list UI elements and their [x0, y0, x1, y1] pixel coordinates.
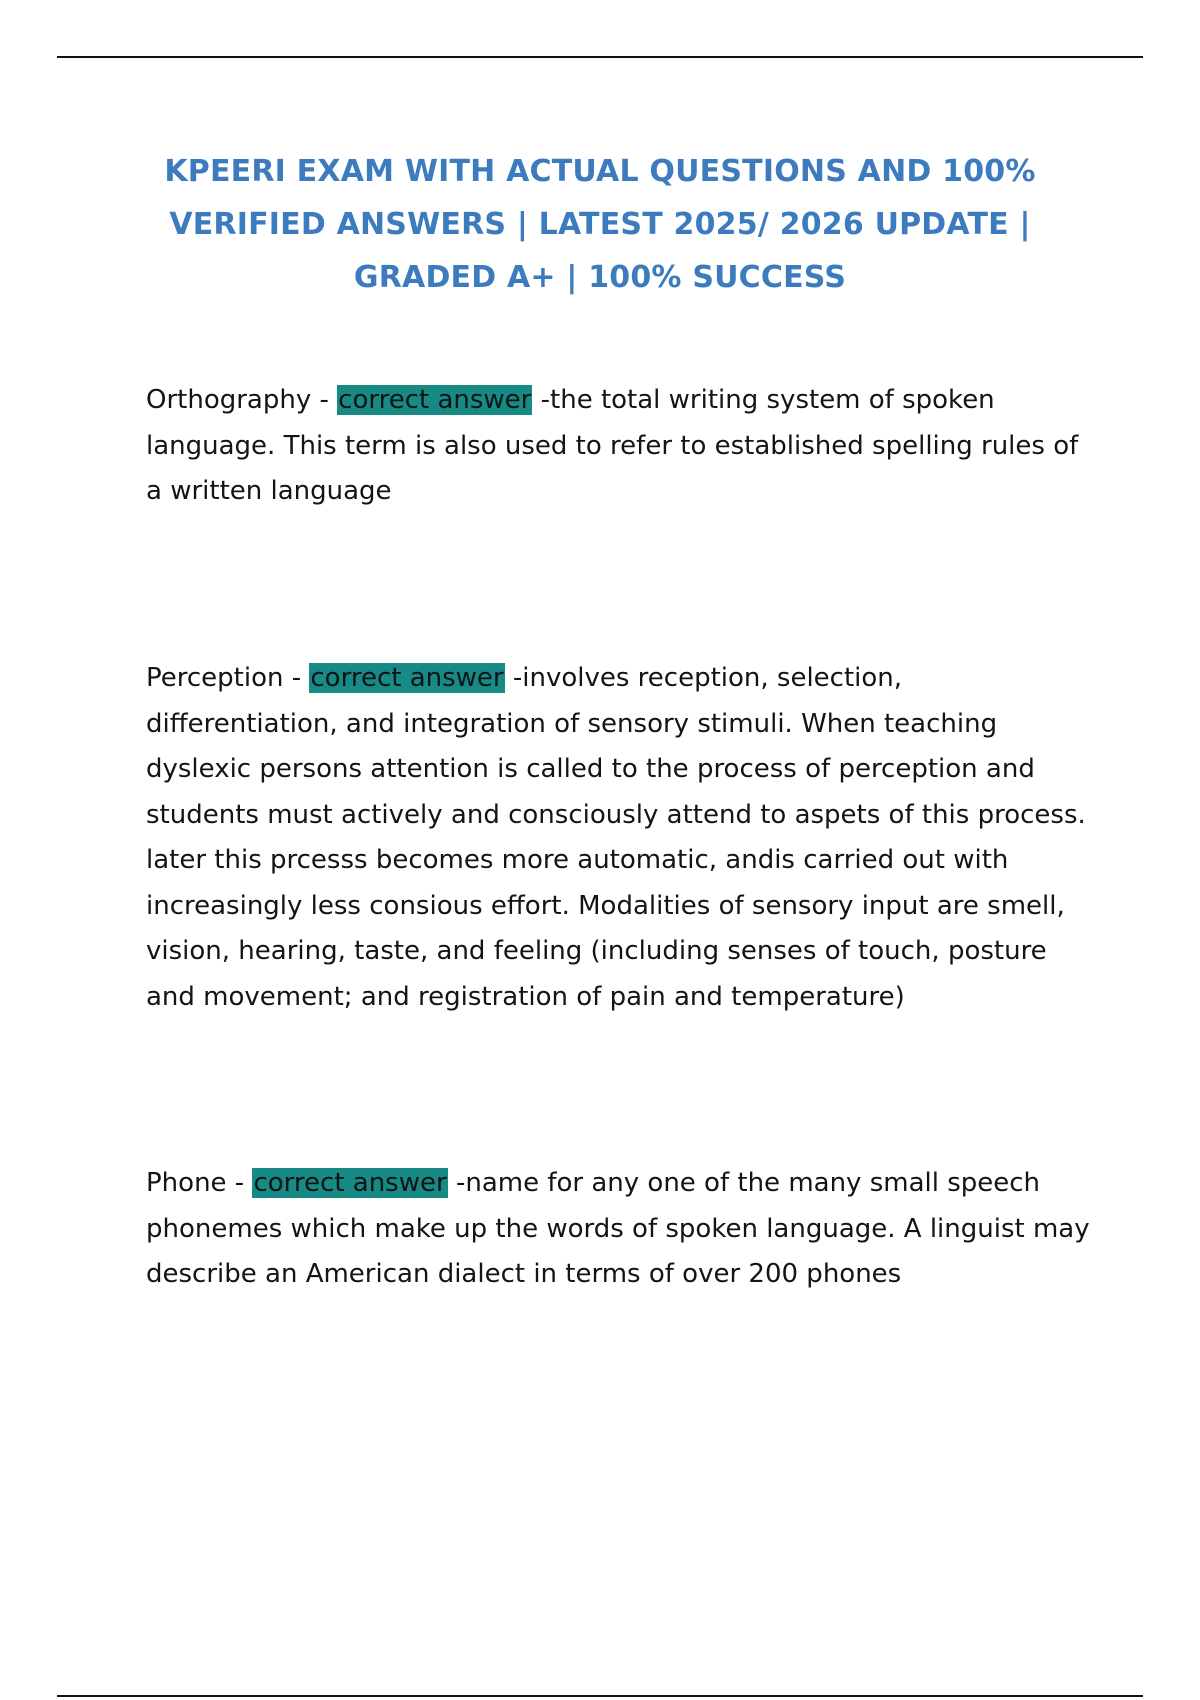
entry-term: Phone	[146, 1168, 227, 1198]
correct-answer-highlight: correct answer	[310, 663, 504, 693]
entry-perception	[146, 656, 1096, 1020]
entry-term: Orthography	[146, 385, 312, 415]
title-line-3: GRADED A+ | 100% SUCCESS	[353, 260, 847, 295]
entry-separator: -	[226, 1168, 253, 1198]
entry-orthography	[146, 378, 1096, 515]
entry-separator: -	[311, 385, 338, 415]
top-rule	[57, 56, 1143, 58]
correct-answer-highlight: correct answer	[253, 1168, 447, 1198]
entry-phone	[146, 1161, 1096, 1298]
entry-definition: -involves reception, selection, differentiation, and integration of sensory stimuli. When teaching dyslexic persons attention is called to the process of perception and students must actively and consciously attend to aspets of this process. later this prcesss becomes more automatic, andis carried out with increasingly less consious effort. Modalities of sensory input are smell, vision, hearing, taste, and feeling (including senses of touch, posture and movement; and registration of pain and temperature)	[146, 663, 1086, 1012]
correct-answer-highlight: correct answer	[338, 385, 532, 415]
document-title	[110, 145, 1090, 304]
bottom-rule	[57, 1695, 1143, 1697]
entry-term: Perception	[146, 663, 284, 693]
title-line-2: VERIFIED ANSWERS | LATEST 2025/ 2026 UPDATE |	[169, 207, 1031, 242]
entry-definition: -name for any one of the many small speech phonemes which make up the words of spoken language. A linguist may describe an American dialect in terms of over 200 phones	[146, 1168, 1090, 1289]
entry-separator: -	[283, 663, 310, 693]
title-line-1: KPEERI EXAM WITH ACTUAL QUESTIONS AND 100%	[164, 154, 1036, 189]
entry-definition: -the total writing system of spoken language. This term is also used to refer to established spelling rules of a written language	[146, 385, 1079, 506]
